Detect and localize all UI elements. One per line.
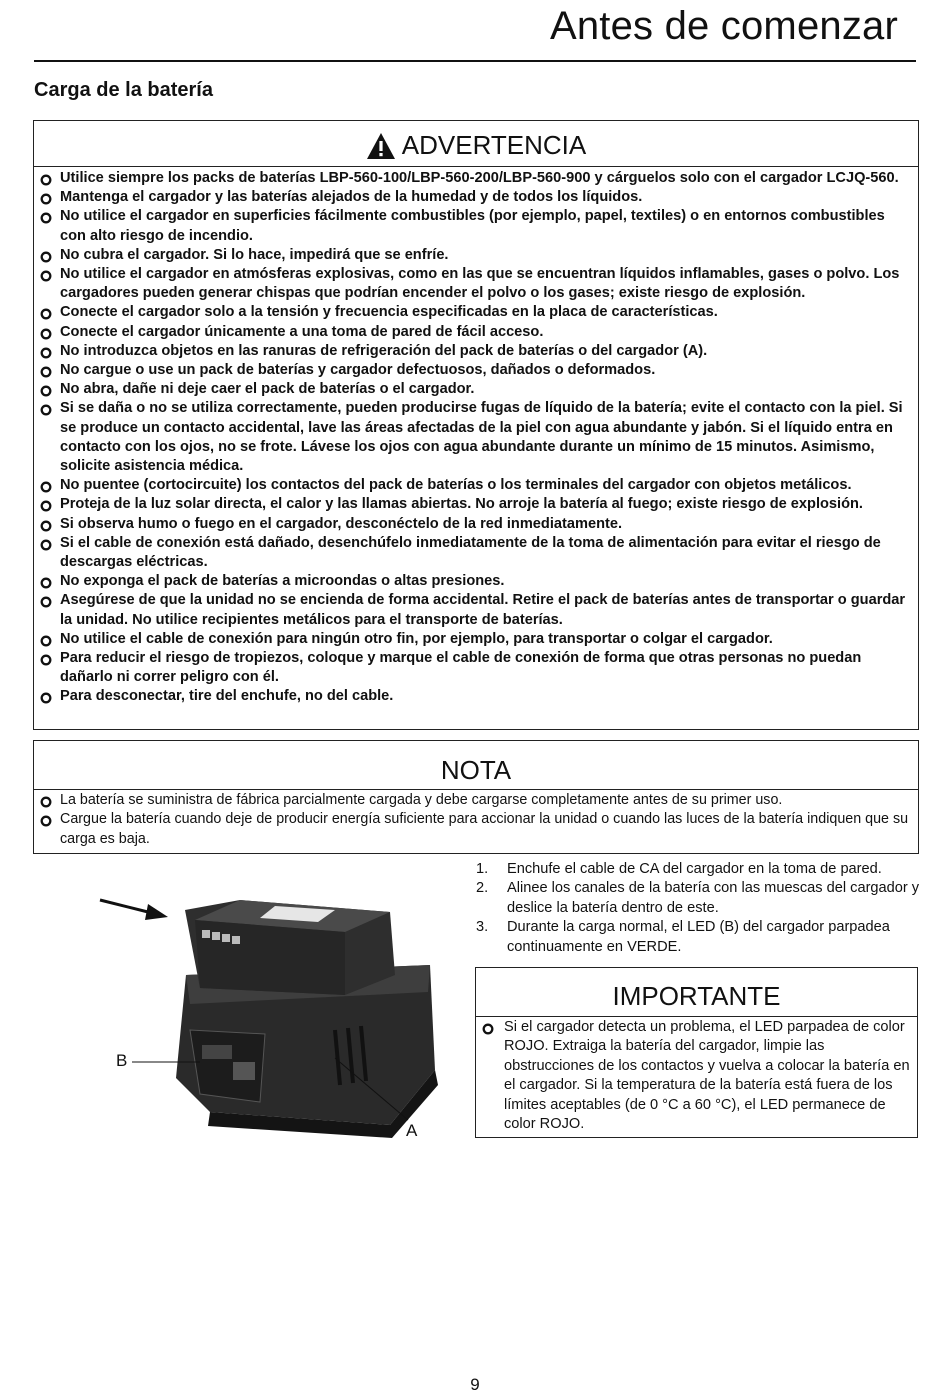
bullet-icon [40,595,52,607]
important-box [475,967,918,1138]
bullet-icon [40,653,52,665]
section-title: Carga de la batería [34,79,213,101]
bullet-icon [40,814,52,826]
warning-item-text: No introduzca objetos en las ranuras de refrigeración del pack de baterías o del cargador (A). [60,342,708,359]
bullet-icon [40,192,52,204]
step-item [476,879,920,918]
page-number: 9 [470,1375,480,1394]
step-text: Alinee los canales de la batería con las muescas del cargador y deslice la batería dentro de este. [507,880,920,916]
warning-item-text: No abra, dañe ni deje caer el pack de baterías o el cargador. [60,381,475,398]
bullet-icon [40,250,52,262]
bullet-icon [40,327,52,339]
note-item-text: Cargue la batería cuando deje de producir energía suficiente para accionar la unidad o cuando las luces de la batería indiquen que su carga es baja. [60,811,909,847]
warning-item [40,207,910,245]
bullet-icon [40,384,52,396]
warning-item [40,265,910,303]
warning-triangle-icon [366,132,396,160]
step-text: Enchufe el cable de CA del cargador en la toma de pared. [507,861,882,877]
note-heading: NOTA [34,741,918,790]
warning-item [40,188,910,207]
warning-item [40,476,910,495]
warning-item [40,246,910,265]
important-item-text: Si el cargador detecta un problema, el LED parpadea de color ROJO. Extraiga la batería del cargador, limpie las obstrucciones de los contactos y vuelva a colocar la batería en el cargador. Si la temperatura de la batería está fuera de los límites aceptables (de 0 °C a 60 °C), el LED permanece de color ROJO. [504,1019,910,1133]
step-number: 1. [476,861,489,877]
bullet-icon [40,634,52,646]
page-header-title: Antes de comenzar [549,4,898,48]
important-heading: IMPORTANTE [476,968,917,1017]
note-item-text: La batería se suministra de fábrica parcialmente cargada y debe cargarse completamente antes de su primer uso. [60,792,783,808]
important-list [476,1017,917,1134]
bullet-icon [40,307,52,319]
warning-item-text: Utilice siempre los packs de baterías LBP-560-100/LBP-560-200/LBP-560-900 y cárguelos solo con el cargador LCJQ-560. [60,170,899,186]
warning-item-text: No puentee (cortocircuite) los contactos del pack de baterías o los terminales del cargador con objetos metálicos. [60,477,852,494]
warning-item-text: No utilice el cargador en superficies fácilmente combustibles (por ejemplo, papel, textiles) o en entornos combustibles con alto riesgo de incendio. [60,208,885,244]
warning-item-text: No cubra el cargador. Si lo hace, impedirá que se enfríe. [60,246,449,263]
warning-item [40,303,910,322]
warning-item [40,630,910,649]
charger-figure [90,880,450,1140]
figure-label-a: A [406,1121,418,1140]
bullet-icon [40,519,52,531]
warning-item-text: Proteja de la luz solar directa, el calor y las llamas abiertas. No arroje la batería al fuego; existe riesgo de explosión. [60,496,863,513]
step-item [476,918,920,957]
bullet-icon [40,691,52,703]
warning-heading [34,121,918,167]
warning-item-text: Conecte el cargador solo a la tensión y frecuencia especificadas en la placa de características. [60,304,718,321]
bullet-icon [40,538,52,550]
bullet-icon [40,795,52,807]
important-item [482,1018,911,1134]
warning-box [33,120,919,730]
bullet-icon [40,576,52,588]
step-item [476,860,920,879]
step-text: Durante la carga normal, el LED (B) del cargador parpadea continuamente en VERDE. [507,919,890,955]
warning-list [34,167,918,707]
charging-steps [476,860,920,957]
warning-item-text: No utilice el cable de conexión para ningún otro fin, por ejemplo, para transportar o colgar el cargador. [60,630,773,647]
warning-item [40,380,910,399]
warning-item-text: Para desconectar, tire del enchufe, no del cable. [60,688,394,705]
header-divider [34,60,916,62]
warning-item [40,323,910,342]
bullet-icon [40,346,52,358]
note-item [40,791,910,810]
warning-item [40,495,910,514]
bullet-icon [40,365,52,377]
warning-item-text: No cargue o use un pack de baterías y cargador defectuosos, dañados o deformados. [60,362,656,379]
warning-item-text: Asegúrese de que la unidad no se encienda de forma accidental. Retire el pack de baterías antes de transportar o guardar la unidad. No utilice recipientes metálicos para el transporte de baterías. [60,592,906,628]
bullet-icon [40,269,52,281]
step-number: 2. [476,880,489,897]
figure-label-b: B [116,1051,128,1070]
warning-item [40,649,910,687]
warning-item [40,342,910,361]
warning-item-text: Si observa humo o fuego en el cargador, desconéctelo de la red inmediatamente. [60,515,623,532]
warning-item-text: No utilice el cargador en atmósferas explosivas, como en las que se encuentran líquidos inflamables, gases o polvo. Los cargadores pueden generar chispas que podrían encender el polvo o los gases; existe riesgo de explosión. [60,266,900,302]
warning-item [40,515,910,534]
warning-heading-text: ADVERTENCIA [401,130,587,160]
bullet-icon [40,403,52,415]
warning-item-text: Conecte el cargador únicamente a una toma de pared de fácil acceso. [60,323,544,340]
warning-item-text: Para reducir el riesgo de tropiezos, coloque y marque el cable de conexión de forma que otras personas no puedan dañarlo ni correr peligro con él. [60,650,862,686]
warning-item-text: Si se daña o no se utiliza correctamente, pueden producirse fugas de líquido de la batería; evite el contacto con la piel. Si se produce un contacto accidental, lave las áreas afectadas de la piel con agua abundante y jabón. Si el líquido entra en contacto con los ojos, no se frote. Lávese los ojos con agua abundante durante un mínimo de 15 minutos. Asimismo, solicite asistencia médica. [60,400,903,475]
warning-item [40,399,910,476]
bullet-icon [40,480,52,492]
warning-item [40,361,910,380]
note-list [34,790,918,849]
warning-item [40,534,910,572]
bullet-icon [40,499,52,511]
note-item [40,810,910,849]
warning-item [40,572,910,591]
bullet-icon [40,211,52,223]
warning-item-text: Mantenga el cargador y las baterías alejados de la humedad y de todos los líquidos. [60,189,643,206]
warning-item-text: Si el cable de conexión está dañado, desenchúfelo inmediatamente de la toma de alimentación para evitar el riesgo de descargas eléctricas. [60,534,881,571]
step-number: 3. [476,919,489,936]
battery-charger-illustration [90,880,450,1140]
warning-item [40,591,910,629]
note-box [33,740,919,854]
bullet-icon [40,173,52,185]
warning-item [40,687,910,706]
bullet-icon [482,1022,494,1034]
warning-item [40,169,910,188]
warning-item-text: No exponga el pack de baterías a microondas o altas presiones. [60,573,505,590]
